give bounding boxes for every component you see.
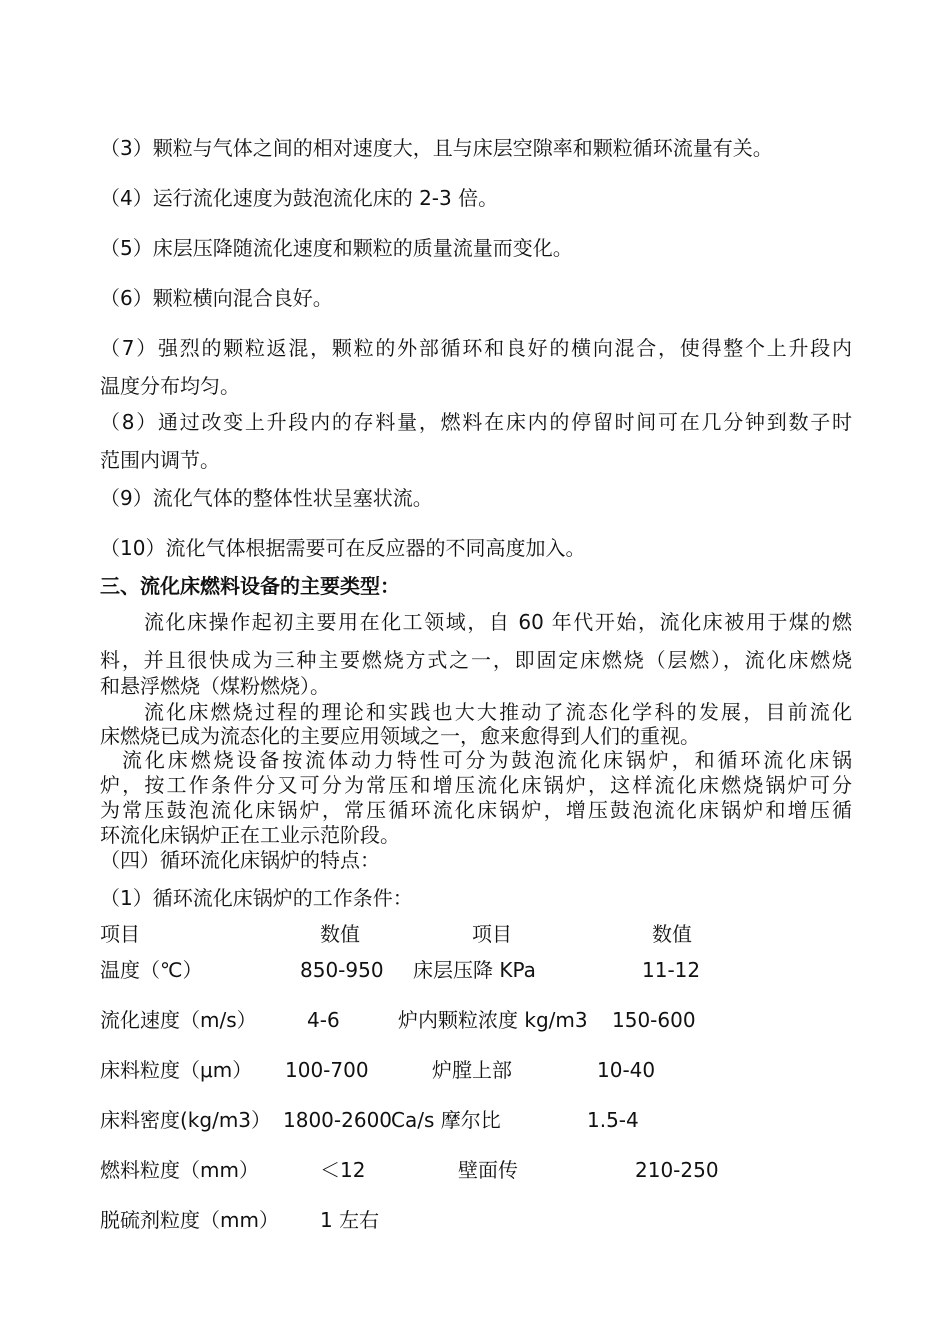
paragraph-3-line-1: 流化床燃烧设备按流体动力特性可分为鼓泡流化床锅炉，和循环流化床锅 — [122, 748, 852, 772]
sub-item-1: （1）循环流化床锅炉的工作条件： — [100, 886, 413, 910]
list-item-4: （4）运行流化速度为鼓泡流化床的 2-3 倍。 — [100, 186, 499, 210]
row-value-2: 210-250 — [635, 1158, 719, 1182]
paragraph-3-line-2: 炉，按工作条件分又可分为常压和增压流化床锅炉，这样流化床燃烧锅炉可分 — [100, 773, 852, 797]
paragraph-1-line-1: 流化床操作起初主要用在化工领域，自 60 年代开始，流化床被用于煤的燃 — [144, 610, 852, 634]
row-label-2: Ca/s 摩尔比 — [391, 1108, 501, 1132]
row-label: 流化速度（m/s） — [100, 1008, 257, 1032]
list-item-5: （5）床层压降随流化速度和颗粒的质量流量而变化。 — [100, 236, 573, 260]
paragraph-1-line-3: 和悬浮燃烧（煤粉燃烧）。 — [100, 674, 330, 698]
paragraph-3-line-3: 为常压鼓泡流化床锅炉，常压循环流化床锅炉，增压鼓泡流化床锅炉和增压循 — [100, 798, 852, 822]
row-value: 4-6 — [307, 1008, 340, 1032]
row-value-2: 1.5-4 — [587, 1108, 639, 1132]
row-value-2: 11-12 — [642, 958, 701, 982]
row-value: 850-950 — [300, 958, 384, 982]
row-label: 脱硫剂粒度（mm） — [100, 1208, 279, 1232]
header-item: 项目 — [100, 922, 140, 946]
list-item-10: （10）流化气体根据需要可在反应器的不同高度加入。 — [100, 536, 586, 560]
list-item-3: （3）颗粒与气体之间的相对速度大，且与床层空隙率和颗粒循环流量有关。 — [100, 136, 773, 160]
list-item-9: （9）流化气体的整体性状呈塞状流。 — [100, 486, 433, 510]
row-label: 床料密度(kg/m3） — [100, 1108, 272, 1132]
row-value: 100-700 — [285, 1058, 369, 1082]
row-value-2: 150-600 — [612, 1008, 696, 1032]
paragraph-1-line-2: 料，并且很快成为三种主要燃烧方式之一，即固定床燃烧（层燃），流化床燃烧 — [100, 648, 852, 672]
row-label: 床料粒度（μm） — [100, 1058, 253, 1082]
list-item-8-line-2: 范围内调节。 — [100, 448, 220, 472]
row-label-2: 壁面传 — [458, 1158, 518, 1182]
header-value-2: 数值 — [652, 922, 692, 946]
header-value: 数值 — [320, 922, 360, 946]
row-label-2: 炉膛上部 — [432, 1058, 512, 1082]
list-item-7-line-2: 温度分布均匀。 — [100, 374, 240, 398]
row-value: 1800-2600 — [283, 1108, 393, 1132]
section-heading: 三、流化床燃料设备的主要类型： — [100, 574, 400, 598]
row-label-2: 床层压降 KPa — [413, 958, 536, 982]
row-value: 1 左右 — [320, 1208, 380, 1232]
row-label: 燃料粒度（mm） — [100, 1158, 259, 1182]
row-label: 温度（℃） — [100, 958, 203, 982]
paragraph-2-line-1: 流化床燃烧过程的理论和实践也大大推动了流态化学科的发展，目前流化 — [144, 700, 852, 724]
list-item-6: （6）颗粒横向混合良好。 — [100, 286, 333, 310]
list-item-8-line-1: （8）通过改变上升段内的存料量，燃料在床内的停留时间可在几分钟到数子时 — [100, 410, 852, 434]
paragraph-2-line-2: 床燃烧已成为流态化的主要应用领域之一，愈来愈得到人们的重视。 — [100, 724, 700, 748]
row-value-2: 10-40 — [597, 1058, 656, 1082]
row-label-2: 炉内颗粒浓度 kg/m3 — [398, 1008, 588, 1032]
row-value: ＜12 — [320, 1158, 366, 1182]
paragraph-3-line-4: 环流化床锅炉正在工业示范阶段。 — [100, 823, 400, 847]
sub-heading: （四）循环流化床锅炉的特点： — [100, 848, 380, 872]
header-item-2: 项目 — [472, 922, 512, 946]
list-item-7-line-1: （7）强烈的颗粒返混，颗粒的外部循环和良好的横向混合，使得整个上升段内 — [100, 336, 852, 360]
